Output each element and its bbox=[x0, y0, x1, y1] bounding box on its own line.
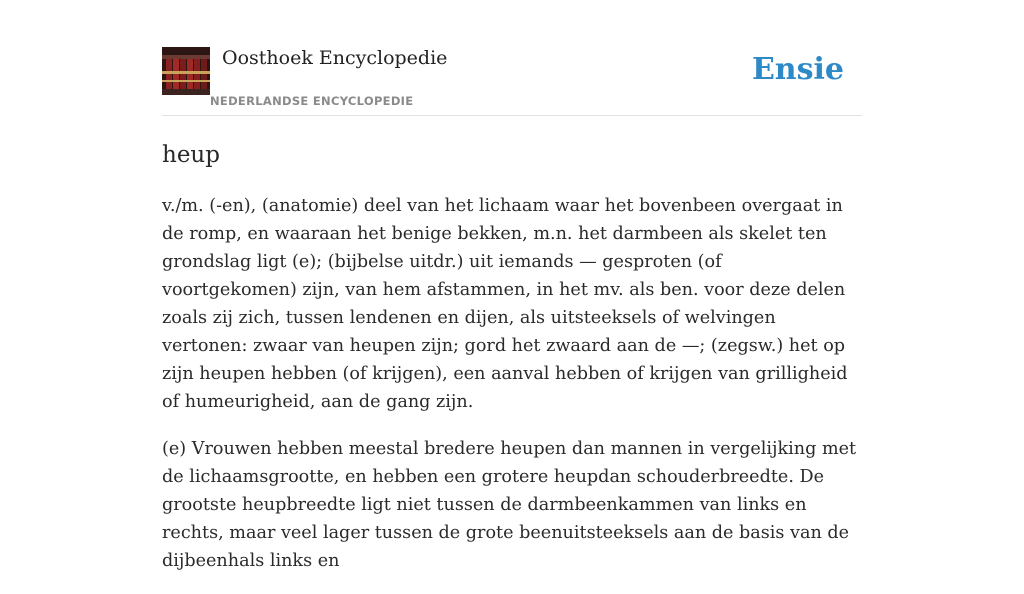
site-header bbox=[162, 46, 862, 116]
site-subtitle: NEDERLANDSE ENCYCLOPEDIE bbox=[210, 94, 414, 108]
ensie-brand-logo[interactable]: Ensie bbox=[751, 52, 844, 87]
article-paragraph: v./m. (-en), (anatomie) deel van het lichaam waar het bovenbeen overgaat in de romp, en waaraan het benige bekken, m.n. het darmbeen als skelet ten grondslag ligt (e); (bijbelse uitdr.) uit iemands — gesproten (of voortgekomen) zijn, van hem afstammen, in het mv. als ben. voor deze delen zoals zij zich, tussen lendenen en dijen, als uitsteeksels of welvingen vertonen: zwaar van heupen zijn; gord het zwaard aan de —; (zegsw.) het op zijn heupen hebben (of krijgen), een aanval hebben of krijgen van grilligheid of humeurigheid, aan de gang zijn. bbox=[162, 196, 848, 412]
site-name[interactable]: Oosthoek Encyclopedie bbox=[222, 47, 448, 69]
encyclopedia-books-logo[interactable] bbox=[162, 47, 210, 95]
article-title: heup bbox=[162, 142, 220, 168]
books-icon bbox=[162, 47, 210, 95]
article-body bbox=[162, 192, 862, 594]
article-paragraph: (e) Vrouwen hebben meestal bredere heupen dan mannen in vergelijking met de lichaamsgrootte, en hebben een grotere heupdan schouderbreedte. De grootste heupbreedte ligt niet tussen de darmbeenkammen van links en rechts, maar veel lager tussen de grote beenuitsteeksels aan de basis van de dijbeenhals links en bbox=[162, 439, 857, 571]
